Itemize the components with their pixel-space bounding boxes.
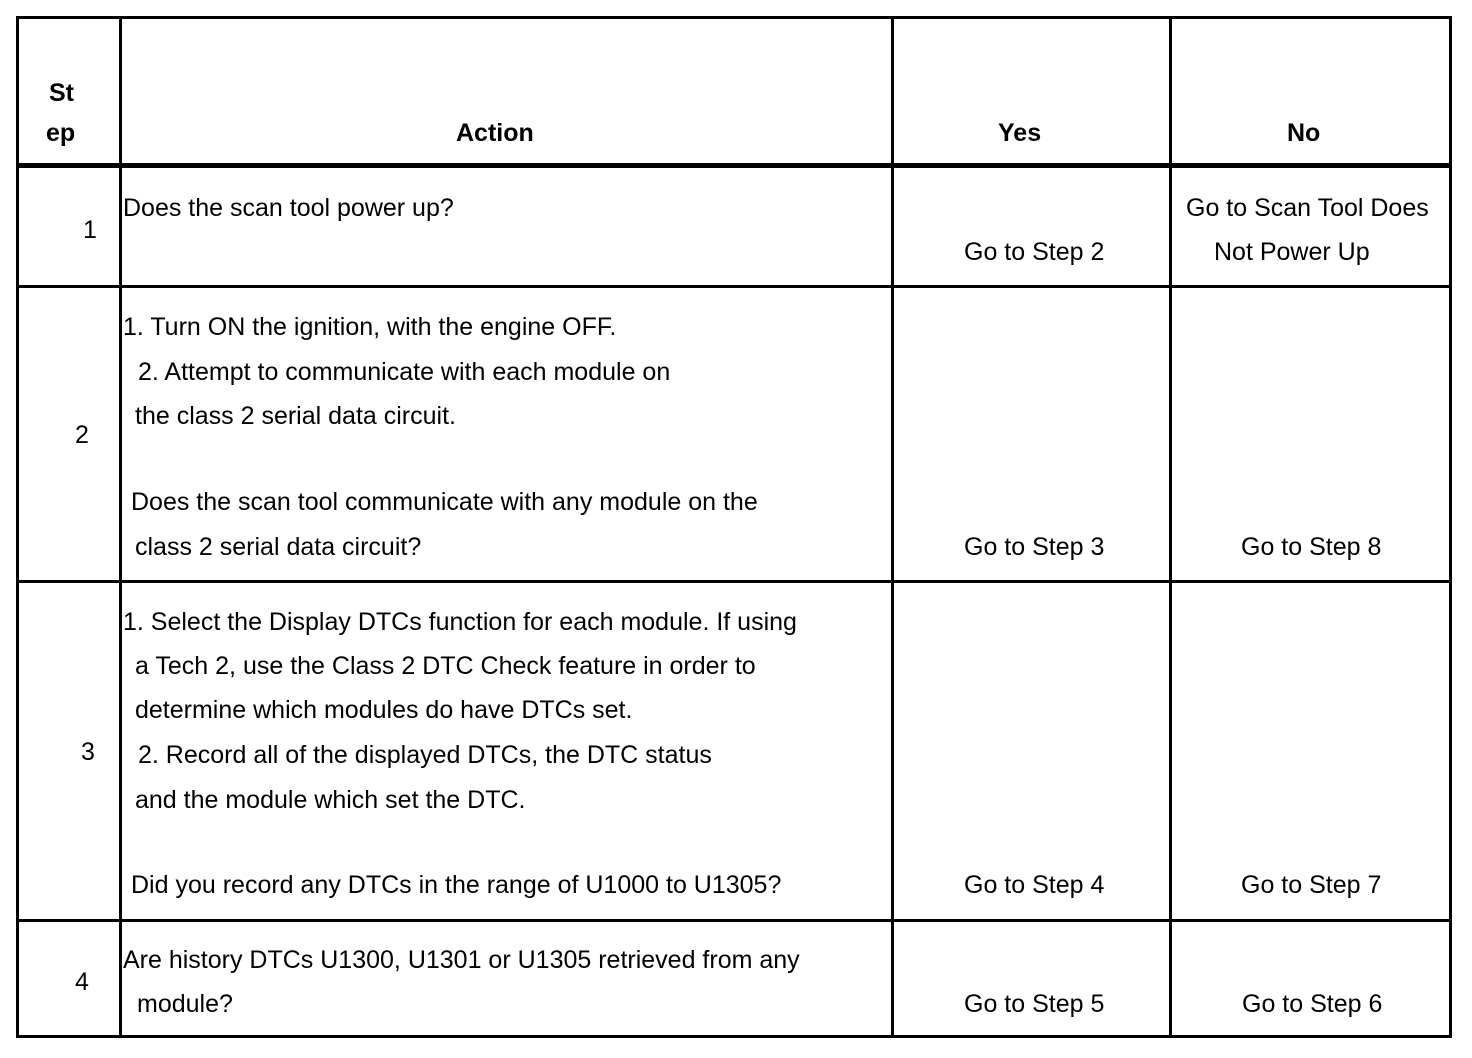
action-text: Does the scan tool power up? (123, 194, 454, 222)
no-text: Go to Step 7 (1241, 871, 1382, 899)
action-text: Are history DTCs U1300, U1301 or U1305 retrieved from any (123, 946, 800, 974)
diagnostic-table (16, 16, 1452, 1038)
action-text: determine which modules do have DTCs set. (135, 696, 633, 724)
row-divider-2 (19, 580, 1449, 583)
no-text: Not Power Up (1214, 238, 1370, 266)
action-text: Did you record any DTCs in the range of U1000 to U1305? (131, 871, 782, 899)
step-number: 2 (75, 421, 89, 449)
action-text: class 2 serial data circuit? (135, 533, 422, 561)
action-text: 1. Select the Display DTCs function for each module. If using (123, 608, 797, 636)
yes-text: Go to Step 4 (964, 871, 1105, 899)
header-step-line2: ep (46, 119, 76, 147)
header-yes: Yes (998, 119, 1042, 147)
action-text: 2. Record all of the displayed DTCs, the DTC status (138, 741, 712, 769)
no-text: Go to Step 8 (1241, 533, 1382, 561)
column-divider-step (119, 19, 122, 1035)
action-text: Does the scan tool communicate with any module on the (131, 488, 758, 516)
step-number: 1 (83, 216, 97, 244)
step-number: 4 (75, 968, 89, 996)
row-divider-1 (19, 285, 1449, 288)
row-divider-3 (19, 919, 1449, 922)
action-text: module? (137, 990, 233, 1018)
step-number: 3 (81, 738, 95, 766)
action-text: a Tech 2, use the Class 2 DTC Check feature in order to (135, 652, 756, 680)
yes-text: Go to Step 2 (964, 238, 1105, 266)
column-divider-action (891, 19, 894, 1035)
yes-text: Go to Step 3 (964, 533, 1105, 561)
header-step-line1: St (49, 79, 74, 107)
action-text: the class 2 serial data circuit. (135, 402, 456, 430)
yes-text: Go to Step 5 (964, 990, 1105, 1018)
header-no: No (1287, 119, 1321, 147)
header-divider (19, 163, 1449, 168)
no-text: Go to Step 6 (1242, 990, 1383, 1018)
action-text: and the module which set the DTC. (135, 786, 526, 814)
column-divider-yes (1169, 19, 1172, 1035)
action-text: 2. Attempt to communicate with each module on (138, 358, 671, 386)
action-text: 1. Turn ON the ignition, with the engine OFF. (123, 313, 617, 341)
header-action: Action (456, 119, 534, 147)
no-text: Go to Scan Tool Does (1186, 194, 1429, 222)
